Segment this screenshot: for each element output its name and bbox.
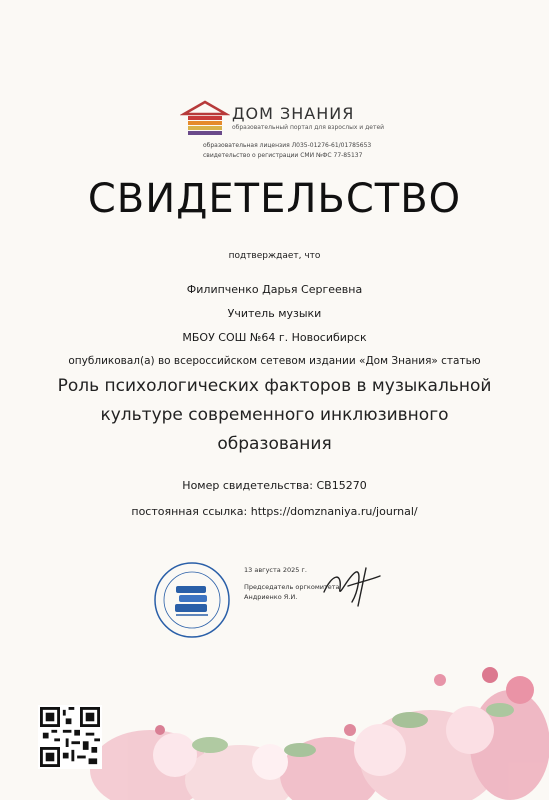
license-text: образовательная лицензия Л035-01276-61/01785653 <box>203 142 372 149</box>
confirms-text: подтверждает, что <box>228 251 321 261</box>
article-title-line: культуре современного инклюзивного <box>100 405 449 425</box>
certificate-title: СВИДЕТЕЛЬСТВО <box>87 176 462 222</box>
person-position: Учитель музыки <box>227 307 322 320</box>
article-title <box>0 372 549 459</box>
signer-role: Председатель оргкомитета <box>244 583 340 591</box>
brand-name: ДОМ ЗНАНИЯ <box>232 104 355 123</box>
registration-text: свидетельство о регистрации СМИ №ФС 77-85137 <box>203 152 363 159</box>
signature-icon <box>318 562 384 610</box>
qr-code-icon[interactable] <box>38 705 102 769</box>
brand-subtitle: образовательный портал для взрослых и детей <box>232 124 385 131</box>
article-title-line: Роль психологических факторов в музыкальной <box>57 376 492 396</box>
article-title-line: образования <box>217 434 332 454</box>
books-seal-icon <box>152 560 232 640</box>
permanent-link[interactable]: постоянная ссылка: https://domznaniya.ru/journal/ <box>131 505 418 518</box>
school-name: МБОУ СОШ №64 г. Новосибирск <box>182 331 367 344</box>
published-text: опубликовал(а) во всероссийском сетевом издании «Дом Знания» статью <box>68 355 481 367</box>
issue-date: 13 августа 2025 г. <box>244 566 307 574</box>
house-logo-icon <box>180 100 230 136</box>
signer-name: Андриенко Я.И. <box>244 593 298 601</box>
person-name: Филипченко Дарья Сергеевна <box>186 283 363 296</box>
certificate-number: Номер свидетельства: СВ15270 <box>182 479 367 492</box>
